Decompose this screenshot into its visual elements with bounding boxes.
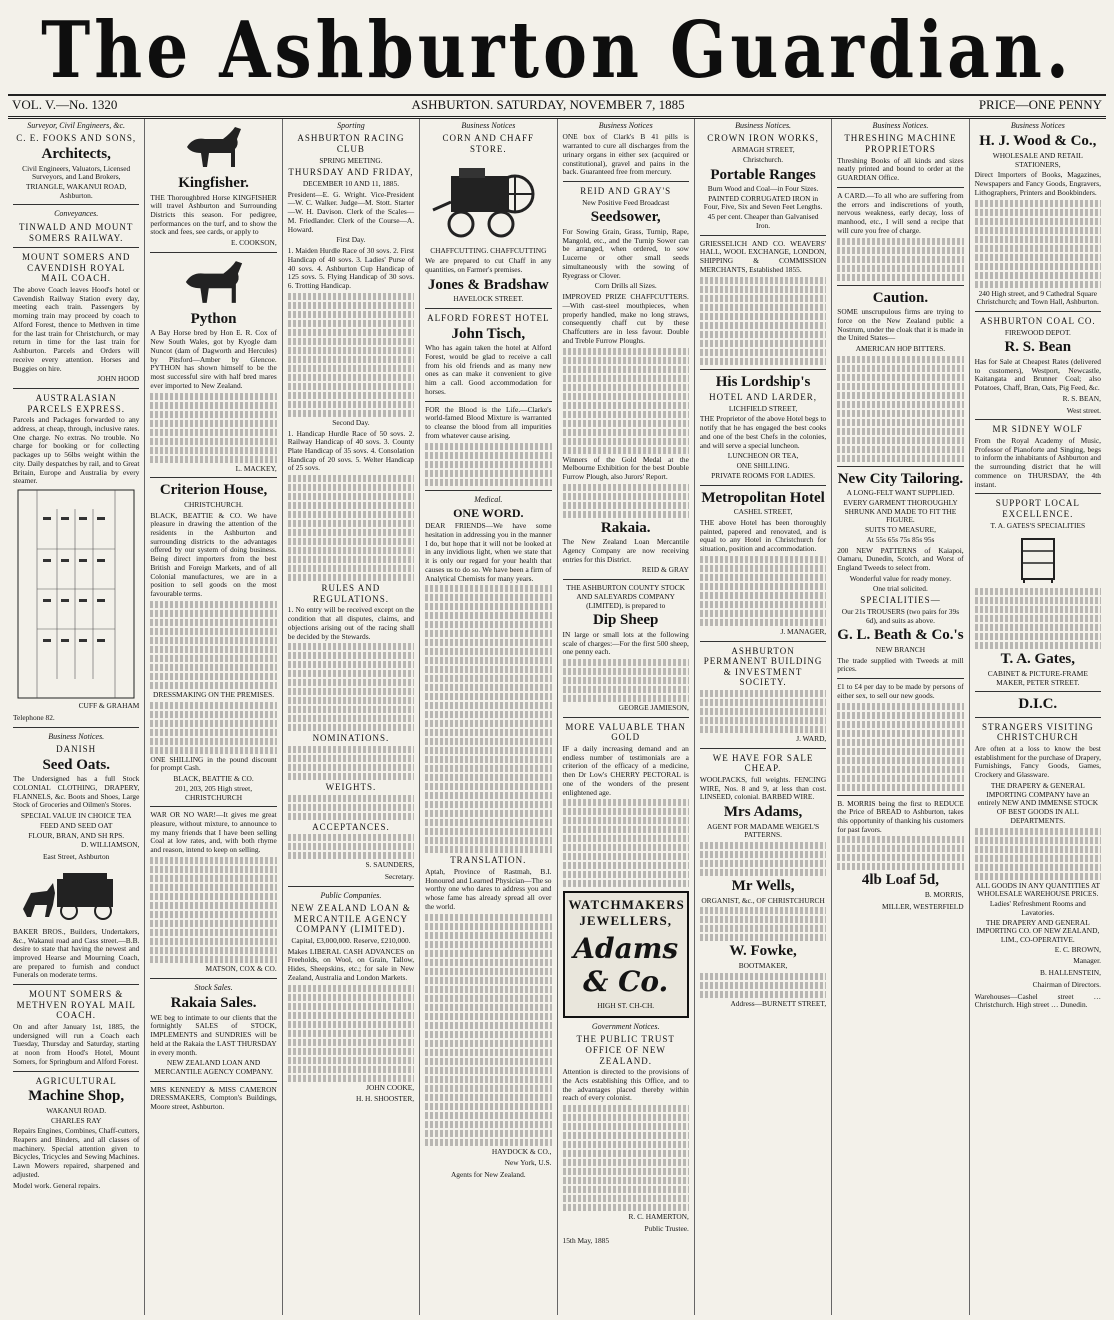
strangers-text: Are often at a loss to know the best establishment for the purchase of Drapery, Furnishings, Fancy Goods, Games, Crockery and Glassware. — [974, 743, 1101, 780]
bean-text: Has for Sale at Cheapest Rates (delivered to customers), Westport, Newcastle, Kaitangata and Brunner Coal; also Potatoes, Chaff, Bran, Oats, Pig Feed, &c. — [974, 356, 1101, 393]
divider — [13, 1071, 139, 1072]
weights-title: WEIGHTS. — [325, 781, 377, 792]
divider — [425, 490, 551, 491]
caution-title: Caution. — [872, 289, 929, 306]
metro-body-text — [700, 556, 826, 626]
trust-title: THE PUBLIC TRUST OFFICE OF NEW ZEALAND. — [576, 1034, 675, 1066]
public-label: Public Companies. — [320, 890, 382, 900]
kingfisher-text: THE Thoroughbred Horse KINGFISHER will travel Ashburton and Surrounding Districts this season. For pedigree, performances on the turf, and to show the stock and fees, see cards, or apply to — [150, 192, 277, 237]
all-goods: ALL GOODS IN ANY QUANTITIES AT WHOLESALE WAREHOUSE PRICES. — [975, 880, 1101, 899]
more-body-text — [563, 799, 689, 887]
business-label: Business Notices — [461, 121, 516, 130]
suits-prices: At 55s 65s 75s 85s 95s — [866, 534, 935, 544]
crown-city: Christchurch. — [743, 154, 784, 164]
medical-label: Medical. — [474, 494, 503, 504]
bbc-signature: BLACK, BEATTIE & CO. — [173, 774, 254, 784]
rules-title: RULES AND REGULATIONS. — [312, 583, 390, 604]
divider — [700, 235, 826, 236]
agri-heading: AGRICULTURAL — [35, 1075, 117, 1086]
divider — [150, 252, 276, 253]
dic-company: THE DRAPERY & GENERAL IMPORTING COMPANY have an entirely NEW AND IMMENSE STOCK OF BEST GOODS IN ALL DEPARTMENTS. — [977, 780, 1099, 825]
trimmed-text: B. MORRIS being the first to REDUCE the Price of BREAD to Ashburton, takes this opportunity of thanking his customers for past favors. — [837, 798, 964, 834]
python-body-text — [150, 393, 276, 463]
divider — [150, 806, 276, 807]
gates-body-text — [975, 588, 1101, 649]
horse-illustration — [179, 123, 249, 171]
masthead — [8, 3, 1106, 97]
luncheon: LUNCHEON OR TEA, — [727, 451, 799, 461]
gates-title: T. A. Gates, — [1000, 651, 1075, 668]
racing-title: ASHBURTON RACING CLUB — [297, 133, 405, 155]
wood-address: 240 High street, and 9 Cathedral Square Christchurch; and Town Hall, Ashburton. — [976, 288, 1099, 307]
seed-signature: D. WILLIAMSON, — [81, 840, 140, 850]
card-text: A CARD.—To all who are suffering from the errors and indiscretions of youth, nervous weakness, early decay, loss of manhood, etc., I will send a recipe that will cure you free of charge. — [837, 190, 964, 235]
support-title: SUPPORT LOCAL EXCELLENCE. — [995, 498, 1080, 519]
oneword-text: DEAR FRIENDS—We have some hesitation in addressing you in the manner I do, but hope that it will not be looked at in any invidious light, when we state that it is only our regard for your health that causes us to do so. We have been a firm of Analytical Chemists for many years. — [425, 521, 552, 583]
wood-text: Direct Importers of Books, Magazines, Newspapers and Fancy Goods, Engravers, Lithographers, Printers and Bookbinders. — [974, 170, 1101, 197]
adams-body-text — [700, 842, 826, 876]
have-text: WOOLPACKS, full weights. FENCING WIRE, Nos. 8 and 9, at less than cost. LINSEED, colonial. BARBED WIRE. — [699, 774, 827, 802]
dip-text: IN large or small lots at the following scale of charges:—For the first 500 sheep, one penny each. — [562, 629, 689, 657]
seed-sub-2: FEED AND SEED OAT — [39, 820, 113, 830]
columns — [8, 119, 1106, 1315]
adams-title: Mrs Adams, — [723, 804, 803, 821]
watchmakers-address: HIGH ST. CH-CH. — [597, 1001, 655, 1011]
parcels-heading: AUSTRALASIAN PARCELS EXPRESS. — [27, 393, 126, 414]
metropolitan-title: Metropolitan Hotel — [701, 489, 825, 506]
suits-label: SUITS TO MEASURE, — [864, 525, 936, 535]
methven-text: On and after January 1st, 1885, the undersigned will run a Coach each Tuesday, Thursday and Saturday, starting at noon from Hood's Hotel, Mount Somers, for Springburn and Alford Forest. — [13, 1022, 140, 1066]
divider — [700, 641, 826, 642]
divider — [837, 466, 963, 467]
watchmakers-line-1: WATCHMAKERS — [568, 897, 685, 913]
trust-signature: R. C. HAMERTON, — [628, 1212, 689, 1222]
firewood-sub: FIREWOOD DEPOT. — [1004, 327, 1071, 337]
divider — [975, 717, 1101, 718]
fooks-address: TRIANGLE, WAKANUI ROAD, Ashburton. — [25, 182, 127, 200]
watchmakers-advert — [563, 891, 689, 1017]
beath-title: G. L. Beath & Co.'s — [837, 627, 964, 644]
agri-text: Repairs Engines, Combines, Chaff-cutters, Reapers and Binders, and all classes of machinery. Special attention given to Bicycles, Tricycles and Sewing Machines. Lawn Mowers repaired, sharpened and adjusted. — [13, 1126, 140, 1179]
improved-body-text — [563, 348, 689, 454]
war-body-text — [150, 857, 276, 963]
sporting-label: Sporting — [337, 121, 365, 130]
specialities-text: Our 21s TROUSERS (two pairs for 39s 6d), and suits as above. — [841, 606, 960, 625]
seed-sub-3: FLOUR, BRAN, AND SH RPS. — [28, 830, 125, 840]
gates-sub: CABINET & PICTURE-FRAME MAKER, PETER STREET. — [987, 668, 1088, 687]
weights-body-text — [288, 795, 414, 820]
rules-body-text — [288, 643, 414, 731]
business-label: Business Notices — [598, 121, 653, 130]
nzl-signature-2: H. H. SHOOSTER, — [356, 1094, 415, 1104]
divider — [975, 493, 1101, 494]
beath-sub: NEW BRANCH — [875, 644, 926, 654]
racing-second-day: Second Day. — [332, 417, 370, 427]
trust-date: 15th May, 1885 — [562, 1235, 610, 1245]
watchmakers-line-2: JEWELLERS, — [579, 912, 673, 928]
issue-date: ASHBURTON. SATURDAY, NOVEMBER 7, 1885 — [411, 97, 685, 112]
dip-body-text — [563, 659, 689, 702]
business-label: Business Notices — [1010, 121, 1065, 130]
fowke-signature: Address—BURNETT STREET, — [730, 998, 827, 1008]
one-shilling: ONE SHILLING in the pound discount for prompt Cash. — [150, 754, 277, 773]
acceptances-body-text — [288, 834, 414, 859]
business-label: Business Notices. — [872, 121, 929, 130]
divider — [837, 285, 963, 286]
drills: Corn Drills all Sizes. — [594, 281, 657, 291]
rakaia-text: WE beg to intimate to our clients that the fortnightly SALES of STOCK, IMPLEMENTS and SUNDRIES will be held at the Rakaia the LAST THURSDAY in every month. — [150, 1012, 277, 1057]
kingfisher-title: Kingfisher. — [178, 175, 249, 191]
more-title: MORE VALUABLE THAN GOLD — [565, 721, 686, 743]
lordship-text: THE Proprietor of the above Hotel begs to notify that he has engaged the best cooks and one of the best Chefs in the colonies, and will serve a special luncheon. — [699, 414, 827, 450]
iron-text: PAINTED CORRUGATED IRON in Four, Five, Six and Seven Feet Lengths. — [703, 193, 823, 212]
rakaia-title: Rakaia Sales. — [170, 995, 257, 1012]
racing-events-body-text — [288, 293, 414, 417]
patterns: 200 NEW PATTERNS of Kaiapoi, Oamaru, Dunedin, Scotch, and Worst of England Tweeds to select from. — [837, 545, 964, 573]
business-label: Business Notices. — [48, 731, 105, 741]
wood-title: H. J. Wood & Co., — [979, 133, 1097, 150]
parcels-telephone: Telephone 82. — [13, 712, 55, 722]
divider — [700, 369, 826, 370]
divider — [150, 477, 276, 478]
wells-title: Mr Wells, — [731, 878, 795, 895]
firewood-title: ASHBURTON COAL CO. — [979, 316, 1096, 327]
kennedy-text: MRS KENNEDY & MISS CAMERON DRESSMAKERS, Compton's Buildings, Moore street, Ashburton. — [150, 1084, 277, 1112]
section-label: Surveyor, Civil Engineers, &c. — [27, 121, 126, 130]
private-rooms: PRIVATE ROOMS FOR LADIES. — [711, 470, 815, 480]
griess-text: GRIESSELICH AND CO. WEAVERS' HALL, WOOL EXCHANGE, LONDON, SHIPPING & COMMISSION MERCHANTS, Established 1855. — [699, 238, 827, 274]
rakaia-signature: REID & GRAY — [641, 565, 689, 575]
python-signature: L. MACKEY, — [235, 463, 277, 473]
sidney-title: MR SIDNEY WOLF — [992, 424, 1084, 435]
bean-address: West street. — [1066, 405, 1101, 415]
have-title: WE HAVE FOR SALE CHEAP. — [712, 752, 814, 774]
crown-address: ARMAGH STREET, — [731, 145, 795, 155]
ashburton-stock: THE ASHBURTON COUNTY STOCK AND SALEYARDS COMPANY (LIMITED), is prepared to — [566, 583, 686, 610]
war-signature: MATSON, COX & CO. — [205, 963, 277, 973]
divider — [13, 984, 139, 985]
fooks-title: Architects, — [41, 146, 111, 163]
python-title: Python — [190, 310, 237, 327]
crown-title: CROWN IRON WORKS, — [707, 133, 819, 144]
perm-body-text — [700, 690, 826, 733]
nominations-title: NOMINATIONS. — [312, 733, 390, 744]
dip-title: Dip Sheep — [592, 612, 659, 629]
mount-somers-heading: MOUNT SOMERS AND CAVENDISH ROYAL MAIL COACH. — [22, 252, 131, 284]
bbc-address: 201, 203, 205 High street, CHRISTCHURCH — [175, 783, 253, 802]
divider — [975, 419, 1101, 420]
gates-specialities: T. A. GATES'S SPECIALITIES — [990, 520, 1086, 530]
oneword-title: ONE WORD. — [453, 505, 524, 520]
seed-heading: DANISH — [56, 744, 97, 755]
trust-role: Public Trustee. — [644, 1223, 689, 1233]
translation-body-text — [425, 914, 551, 1146]
racing-events-2: 1. Handicap Hurdle Race of 50 sovs. 2. Railway Handicap of 40 sovs. 3. County Plate Handicap of 35 sovs. 4. Consolation Handicap of 20 sovs. 5. Welter Handicap of 25 sovs. — [287, 428, 415, 473]
divider — [150, 978, 276, 979]
mount-somers-signature: JOHN HOOD — [97, 374, 140, 384]
racing-events: 1. Maiden Hurdle Race of 30 sovs. 2. First Handicap of 40 sovs. 3. Ladies' Purse of 40 sovs. 4. Ashburton Cup Handicap of 125 sovs. 5. Flying Handicap of 30 sovs. 6. Trotting Handicap. — [287, 246, 415, 291]
caution-body-text — [837, 356, 963, 462]
brown-role: Manager. — [1073, 956, 1101, 966]
column-2 — [145, 119, 282, 1315]
column-6 — [695, 119, 832, 1315]
nzl-body-text — [288, 985, 414, 1082]
divider — [837, 678, 963, 679]
sack-text: ONE box of Clark's B 41 pills is warranted to cure all discharges from the urinary organs in either sex (acquired or constitutional), gravel and pains in the back. Guaranteed free from mercury. — [562, 132, 689, 177]
parcels-signature: CUFF & GRAHAM — [78, 701, 140, 711]
metro-signature: J. MANAGER, — [780, 626, 827, 636]
column-7 — [832, 119, 969, 1315]
jones-address: HAVELOCK STREET. — [453, 294, 524, 304]
tailoring-title: New City Tailoring. — [837, 470, 964, 487]
rakaia-sub: NEW ZEALAND LOAN AND MERCANTILE AGENCY COMPANY. — [154, 1058, 273, 1077]
wells-sub: ORGANIST, &c., OF CHRISTCHURCH — [701, 895, 825, 905]
agri-signature: CHARLES RAY — [50, 1115, 102, 1125]
criterion-title: Criterion House, — [159, 482, 268, 499]
corn-title: CORN AND CHAFF STORE. — [442, 133, 535, 155]
ladies: Ladies' Refreshment Rooms and Lavatories. — [989, 899, 1086, 917]
metro-address: CASHEL STREET, — [733, 507, 793, 517]
nzl-title: NEW ZEALAND LOAN & MERCANTILE AGENCY COMPANY (LIMITED). — [291, 903, 411, 935]
ballentyne-signature: B. HALLENSTEIN, — [1040, 968, 1101, 978]
agri-title: Machine Shop, — [28, 1088, 125, 1105]
business-label: Business Notices. — [735, 121, 792, 130]
warehouse: Warehouses—Cashel street … Christchurch. High street … Dunedin. — [974, 991, 1101, 1010]
stock-label: Stock Sales. — [194, 982, 233, 992]
hop-bitters: AMERICAN HOP BITTERS. — [855, 343, 946, 353]
govt-label: Government Notices. — [591, 1021, 660, 1031]
price-label: PRICE—ONE PENNY — [978, 97, 1102, 112]
dressmaking: DRESSMAKING ON THE PREMISES. — [153, 689, 275, 699]
corn-text: We are prepared to cut Chaff in any quantities, on Farmer's premises. — [425, 256, 552, 275]
strangers-title: STRANGERS VISITING CHRISTCHURCH — [982, 721, 1094, 743]
one-trial: One trial solicited. — [873, 583, 928, 593]
kingfisher-signature: E. COOKSON, — [230, 238, 277, 248]
tinwald-heading: TINWALD AND MOUNT SOMERS RAILWAY. — [18, 221, 134, 243]
fooks-heading: C. E. FOOKS AND SONS, — [16, 133, 137, 144]
fooks-line: Civil Engineers, Valuators, Licensed Surveyors, and Land Brokers, — [22, 163, 131, 182]
blood-body-text — [425, 443, 551, 486]
divider — [975, 311, 1101, 312]
divider — [563, 717, 689, 718]
thresh-title: THRESHING MACHINE PROPRIETORS — [844, 133, 957, 155]
alford-title: ALFORD FOREST HOTEL — [427, 313, 550, 324]
haydock-signature: HAYDOCK & CO., — [491, 1146, 552, 1156]
company-full: THE DRAPERY AND GENERAL IMPORTING CO. OF NEW ZEALAND, LIM., CO-OPERATIVE. — [976, 917, 1100, 944]
reid-sub: New Positive Feed Broadcast — [582, 197, 670, 207]
winners-body-text — [563, 484, 689, 518]
racing-officials: President—E. G. Wright. Vice-President—W. C. Walker. Judge—M. Stott. Starter—W. H. Davison. Clerk of the Scales—M. Friedlander. Clerk of the Course—A. Howard. — [287, 189, 415, 234]
nzl-text: Makes LIBERAL CASH ADVANCES on Freeholds, on Wool, on Grain, Tallow, Hides, Sheepskins, etc.; for sale in New Zealand, Australia and London Markets. — [287, 946, 415, 982]
seed-sub-1: SPECIAL VALUE IN CHOICE TEA — [20, 811, 132, 821]
chaffcutting-label: CHAFFCUTTING. CHAFFCUTTING — [430, 245, 547, 255]
sidney-text: From the Royal Academy of Music, Professor of Pianoforte and Singing, begs to inform the inhabitants of Ashburton and the surrounding district that he will commence on THURSDAY, the 4th instant. — [974, 435, 1101, 489]
racing-events-2-body-text — [288, 475, 414, 581]
dic-title: D.I.C. — [1018, 696, 1058, 713]
tailoring-sub: EVERY GARMENT THOROUGHLY SHRUNK AND MADE TO FIT THE FIGURE. — [843, 497, 958, 525]
column-5 — [558, 119, 695, 1315]
lordship-address: LICHFIELD STREET, — [728, 403, 798, 413]
conveyances-label: Conveyances. — [54, 209, 99, 219]
griess-body-text — [700, 277, 826, 365]
fowke-sub: BOOTMAKER, — [738, 960, 788, 970]
criterion-text: BLACK, BEATTIE & CO. We have pleasure in drawing the attention of the residents in the Ashburton and surrounding districts to the advantages offered by our system of doing business. Being direct importers from the best British and Foreign Markets, and of all Colonial manufactures, we are in a position to sell goods on the most favourable terms. — [150, 510, 277, 599]
column-4 — [420, 119, 557, 1315]
acceptances-title: ACCEPTANCES. — [312, 821, 390, 832]
methven-heading: MOUNT SOMERS & METHVEN ROYAL MAIL COACH. — [16, 989, 136, 1021]
haydock-agents: Agents for New Zealand. — [450, 1170, 526, 1180]
tisch-title: John Tisch, — [451, 325, 526, 342]
parcels-rate-table — [17, 489, 135, 699]
divider — [13, 727, 139, 728]
dic-body-text — [975, 828, 1101, 880]
seed-text: The Undersigned has a full Stock COLONIAL CLOTHING, DRAPERY, FLANNELS, &c. Boots and Shoes, Large Stock of Groceries and Oilmen's Stores. — [13, 774, 140, 810]
column-3 — [283, 119, 420, 1315]
divider — [837, 795, 963, 796]
wood-sub: WHOLESALE AND RETAIL STATIONERS, — [992, 150, 1083, 169]
iron-price: 45 per cent. Cheaper than Galvanised Iron. — [707, 212, 819, 230]
card-body-text — [837, 238, 963, 281]
ranges-text: Burn Wood and Coal—in Four Sizes. — [707, 184, 819, 194]
chaffcutter-illustration — [429, 158, 547, 244]
racing-role: Secretary. — [384, 871, 415, 881]
fowke-body-text — [700, 973, 826, 998]
criterion-sub: CHRISTCHURCH. — [184, 499, 244, 509]
watchmakers-script: Adams & Co. — [573, 932, 679, 999]
racing-signature: S. SAUNDERS, — [365, 860, 415, 870]
fowke-title: W. Fowke, — [729, 943, 797, 960]
divider — [975, 691, 1101, 692]
metro-text: THE above Hotel has been thoroughly painted, papered and renovated, and is equal to any Hotel in Christchurch for situation, position and accommodation. — [699, 517, 827, 554]
divider — [13, 388, 139, 389]
rakaia-title: Rakaia. — [600, 519, 651, 536]
ranges-title: Portable Ranges — [710, 166, 816, 183]
brown-signature: E. C. BROWN, — [1054, 944, 1101, 954]
improved-text: IMPROVED PRIZE CHAFFCUTTERS.—With cast-steel mouthpieces, when properly handled, make no long straws, consequently chaff cut by these Chaffcutters are in less favour. Double and Treble Furrow Ploughs. — [562, 292, 689, 345]
agri-footer: Model work. General repairs. — [13, 1180, 101, 1190]
haydock-address: New York, U.S. — [504, 1158, 552, 1168]
divider — [13, 204, 139, 205]
dip-signature: GEORGE JAMIESON, — [618, 703, 689, 713]
one-shilling: ONE SHILLING. — [736, 461, 790, 471]
divider — [425, 401, 551, 402]
dressmaking-body-text — [150, 702, 276, 754]
jones-title: Jones & Bradshaw — [427, 276, 549, 293]
wood-body-text — [975, 200, 1101, 288]
agri-sub: WAKANUI ROAD. — [46, 1105, 107, 1115]
racing-date: DECEMBER 10 AND 11, 1885. — [302, 179, 400, 188]
trimmed-body-text — [837, 836, 963, 870]
volume-number: VOL. V.—No. 1320 — [12, 97, 118, 112]
one-pound-body-text — [837, 703, 963, 791]
divider — [563, 181, 689, 182]
parcels-text: Parcels and Packages forwarded to any address, at cheap, through, inclusive rates. One charge. No extras. No trouble. No charge for booking or for collecting packages up to 56lbs weight within the city. Daily despatches by rail, and to Great Britain, Europe and Australia by every steamer. — [13, 415, 140, 486]
reid-title: REID AND GRAY'S — [580, 186, 672, 197]
ballentyne-role: Chairman of Directors. — [1032, 979, 1101, 989]
specialities-title: SPECIALITIES— — [860, 595, 941, 606]
war-text: WAR OR NO WAR!—It gives me great pleasure, without mixture, to announce to my many friends that I have been selling Coal at low rates, and, with both rhyme and reason, intend to keep on selling. — [150, 810, 277, 855]
wonderful: Wonderful value for ready money. — [849, 573, 952, 583]
winners-text: Winners of the Gold Medal at the Melbourne Exhibition for the best Double Furrow Plough, also Jurors' Report. — [562, 454, 689, 481]
cabinet-illustration — [1008, 533, 1068, 585]
more-text: IF a daily increasing demand and an endless number of testimonials are a criterion of the efficacy of a medicine, then Dr Low's CHERRY PECTORAL is one of the wonders of the present enlightened age. — [562, 744, 689, 797]
wells-body-text — [700, 907, 826, 941]
tweed-text: The trade supplied with Tweeds at mill prices. — [837, 655, 964, 674]
bean-signature: R. S. BEAN, — [1062, 393, 1101, 403]
perm-title: ASHBURTON PERMANENT BUILDING & INVESTMENT SOCIETY. — [703, 645, 823, 688]
perm-signature: J. WARD, — [796, 733, 827, 743]
lordship-title: His Lordship's — [715, 373, 811, 390]
adams-sub: AGENT FOR MADAME WEIGEL'S PATTERNS. — [707, 821, 820, 840]
nzl-signature: JOHN COOKE, — [366, 1082, 415, 1092]
divider — [425, 308, 551, 309]
racing-sub: SPRING MEETING. — [319, 155, 383, 165]
morris-address: MILLER, WESTERFIELD — [882, 901, 964, 911]
baker-text: BAKER BROS., Builders, Undertakers, &c., Wakanui road and Cass street.—B.B. desire to state that having the newest and improved Hearse and Mourning Coach, are prepared to furnish and conduct Funerals on moderate terms. — [13, 926, 140, 980]
tailoring-text: A LONG-FELT WANT SUPPLIED. — [846, 488, 955, 498]
seedsower-text: For Sowing Grain, Grass, Turnip, Rape, Mangold, etc., and the Turnip Sower can be arranged, when ordered, to sow Lucerne or other small seeds simultaneously with the sowing of Ryegrass or Clover. — [562, 226, 689, 280]
horse-illustration — [176, 257, 252, 307]
thresh-text: Threshing Books of all kinds and sizes neatly printed and bound to order at the GUARDIAN Office. — [837, 155, 964, 183]
divider — [288, 886, 414, 887]
column-1 — [8, 119, 145, 1315]
seed-title: Seed Oats. — [42, 756, 110, 773]
tisch-text: Who has again taken the hotel at Alford Forest, would be glad to receive a call from his old friends and as many new ones as can make it convenient to give him a call. Good accommodation for horses. — [425, 343, 552, 396]
hearse-illustration — [17, 865, 135, 925]
blood-text: FOR the Blood is the Life.—Clarke's world-famed Blood Mixture is warranted to cleanse the blood from all impurities from whatever cause arising. — [425, 404, 552, 440]
python-text: A Bay Horse bred by Hon E. R. Cox of New South Wales, got by Kyogle dam Nuncot (dam of Dagworth and Hercules) by Pitsford—Amber by Glencoe. PYTHON has shown himself to be the most successful sire with half bred mares ever imported to New Zealand. — [150, 328, 277, 390]
nzl-capital: Capital, £3,000,000. Reserve, £210,000. — [291, 935, 411, 945]
divider — [700, 748, 826, 749]
trust-body-text — [563, 1105, 689, 1211]
loaf-title: 4lb Loaf 5d, — [861, 872, 939, 889]
divider — [700, 485, 826, 486]
bean-title: R. S. Bean — [1004, 339, 1072, 356]
divider — [563, 579, 689, 580]
lordship-sub: HOTEL AND LARDER, — [709, 392, 818, 403]
rules-text: 1. No entry will be received except on the condition that all disputes, claims, and objections arising out of the racing shall be decided by the Stewards. — [287, 605, 415, 641]
column-8 — [970, 119, 1106, 1315]
nominations-body-text — [288, 746, 414, 780]
oneword-body-text — [425, 585, 551, 853]
translation-title: TRANSLATION. — [450, 855, 527, 866]
morris-signature: B. MORRIS, — [924, 889, 964, 899]
divider — [837, 187, 963, 188]
criterion-body-text — [150, 601, 276, 689]
seed-address: East Street, Ashburton — [43, 852, 110, 862]
divider — [13, 247, 139, 248]
rakaia-sub: The New Zealand Loan Mercantile Agency Company are now receiving entries for this District. — [562, 537, 689, 564]
racing-first-day: First Day. — [336, 235, 366, 245]
mount-somers-text: The above Coach leaves Hood's hotel or Cavendish Railway Station every day, meeting each train. Passengers by morning train may proceed by coach to Alford Forest, thence to Methven in time for the last train for Christchurch, or may return in time for the last train for Ashburton. Parcels and Orders will receive every attention. Horses and Buggies on hire. — [13, 284, 140, 373]
masthead-title: The Ashburton Guardian. — [41, 3, 1073, 97]
one-pound: £1 to £4 per day to be made by persons of either sex, to sell our new goods. — [837, 682, 964, 700]
divider — [150, 1081, 276, 1082]
caution-text: SOME unscrupulous firms are trying to force on the New Zealand public a Nostrum, under the cloak that it is made in the United States— — [837, 307, 964, 343]
translation-text: Aptah, Province of Rastmah, B.I. Honoured and Learned Physician—The so worthy one who dares to address you and whose fame has already spread all over the world. — [425, 866, 552, 911]
seedsower-title: Seedsower, — [590, 209, 661, 226]
racing-days: THURSDAY AND FRIDAY, — [288, 167, 414, 178]
trust-text: Attention is directed to the provisions of the Acts establishing this Office, and to the advantages placed thereby within reach of every colonist. — [562, 1067, 689, 1103]
